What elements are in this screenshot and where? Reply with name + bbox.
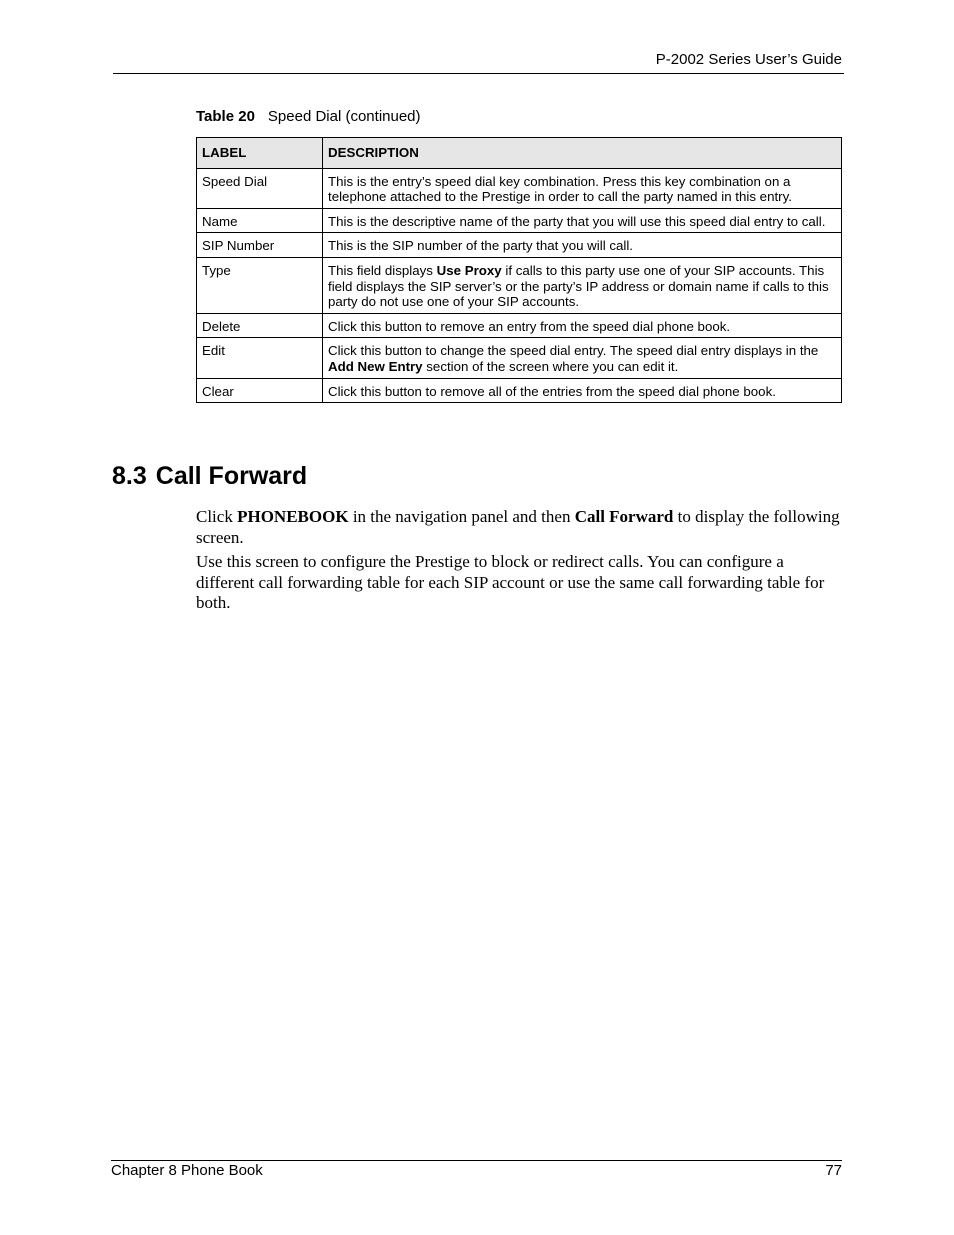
table-row — [197, 208, 842, 233]
row-description: Click this button to change the speed dial entry. The speed dial entry displays in the Add New Entry section of the screen where you can edit it. — [323, 338, 842, 378]
row-label: Edit — [197, 338, 323, 378]
bold-term: Use Proxy — [436, 262, 502, 278]
table-row — [197, 257, 842, 313]
row-description: This is the entry’s speed dial key combination. Press this key combination on a telephone attached to the Prestige in order to call the party named in this entry. — [323, 168, 842, 208]
guide-title: P-2002 Series User’s Guide — [655, 51, 842, 68]
speed-dial-table — [196, 137, 842, 403]
row-label: Name — [197, 208, 323, 233]
row-label: SIP Number — [197, 233, 323, 258]
bold-term: PHONEBOOK — [237, 507, 349, 526]
table-caption-title: Speed Dial (continued) — [267, 108, 421, 125]
row-description: This is the SIP number of the party that you will call. — [323, 233, 842, 258]
footer-rule — [111, 1160, 842, 1161]
table-caption — [196, 108, 421, 126]
table-row — [197, 313, 842, 338]
table-row — [197, 338, 842, 378]
table-row — [197, 168, 842, 208]
body-paragraph: Use this screen to configure the Prestige to block or redirect calls. You can configure a different call forwarding table for each SIP account or use the same call forwarding table for both. — [196, 552, 825, 612]
row-label: Delete — [197, 313, 323, 338]
section-title: Call Forward — [155, 462, 308, 490]
header-rule — [113, 73, 844, 74]
table-row — [197, 378, 842, 403]
row-description: This is the descriptive name of the party that you will use this speed dial entry to call. — [323, 208, 842, 233]
footer-chapter: Chapter 8 Phone Book — [111, 1162, 263, 1179]
table-row — [197, 233, 842, 258]
table-header-row — [197, 138, 842, 169]
row-description: Click this button to remove an entry from the speed dial phone book. — [323, 313, 842, 338]
row-description: Click this button to remove all of the entries from the speed dial phone book. — [323, 378, 842, 403]
table-caption-number: Table 20 — [196, 108, 255, 125]
description-column-header: DESCRIPTION — [323, 138, 842, 169]
body-paragraph: Click PHONEBOOK in the navigation panel and then Call Forward to display the following screen. — [196, 507, 840, 547]
bold-term: Call Forward — [574, 507, 674, 526]
row-label: Clear — [197, 378, 323, 403]
section-number: 8.3 — [112, 462, 147, 490]
row-label: Type — [197, 257, 323, 313]
section-heading — [112, 461, 307, 491]
label-column-header: LABEL — [197, 138, 323, 169]
page-number: 77 — [825, 1162, 842, 1179]
bold-term: Add New Entry — [328, 358, 423, 374]
row-label: Speed Dial — [197, 168, 323, 208]
row-description: This field displays Use Proxy if calls to this party use one of your SIP accounts. This field displays the SIP server’s or the party’s IP address or domain name if calls to this party do not use one of your SIP accounts. — [323, 257, 842, 313]
